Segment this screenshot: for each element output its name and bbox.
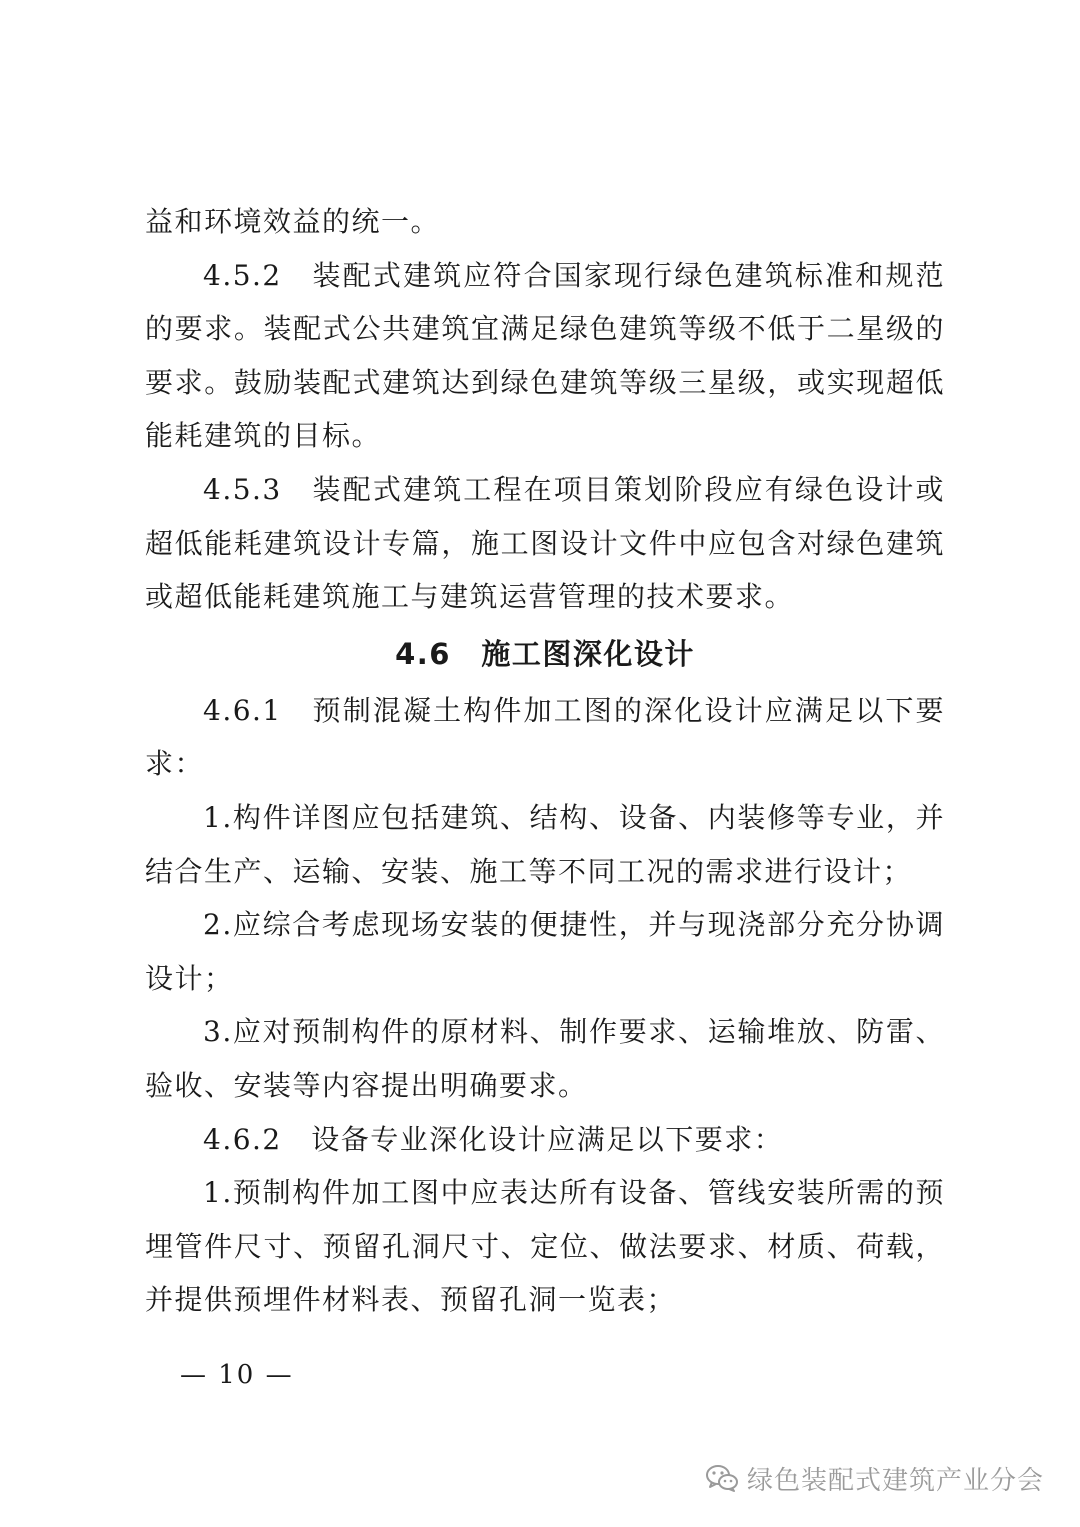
watermark-text: 绿色装配式建筑产业分会 [746,1465,1044,1496]
paragraph-4-6-1-item-3: 3.应对预制构件的原材料、制作要求、运输堆放、防雷、验收、安装等内容提出明确要求。 [145,1015,945,1102]
paragraph-4-6-1-item-2: 2.应综合考虑现场安装的便捷性，并与现浇部分充分协调设计； [145,908,945,995]
document-body [145,195,945,1327]
section-heading-4-6: 4.6 施工图深化设计 [395,636,695,671]
paragraph-4-6-1: 4.6.1 预制混凝土构件加工图的深化设计应满足以下要求： [145,693,945,781]
wechat-icon [705,1463,739,1493]
watermark [705,1456,1044,1500]
paragraph-4-5-2: 4.5.2 装配式建筑应符合国家现行绿色建筑标准和规范的要求。装配式公共建筑宜满足绿色建筑等级不低于二星级的要求。鼓励装配式建筑达到绿色建筑等级三星级，或实现超低能耗建筑的目标。 [145,258,945,453]
paragraph-4-5-3: 4.5.3 装配式建筑工程在项目策划阶段应有绿色设计或超低能耗建筑设计专篇，施工图设计文件中应包含对绿色建筑或超低能耗建筑施工与建筑运营管理的技术要求。 [145,472,945,614]
paragraph-4-6-2-item-1: 1.预制构件加工图中应表达所有设备、管线安装所需的预埋管件尺寸、预留孔洞尺寸、定位、做法要求、材质、荷载，并提供预埋件材料表、预留孔洞一览表； [145,1176,945,1317]
paragraph-continuation: 益和环境效益的统一。 [145,205,441,238]
paragraph-4-6-1-item-1: 1.构件详图应包括建筑、结构、设备、内装修等专业，并结合生产、运输、安装、施工等不同工况的需求进行设计； [145,800,945,888]
paragraph-4-6-2: 4.6.2 设备专业深化设计应满足以下要求： [203,1122,784,1156]
page-number: — 10 — [180,1360,294,1390]
